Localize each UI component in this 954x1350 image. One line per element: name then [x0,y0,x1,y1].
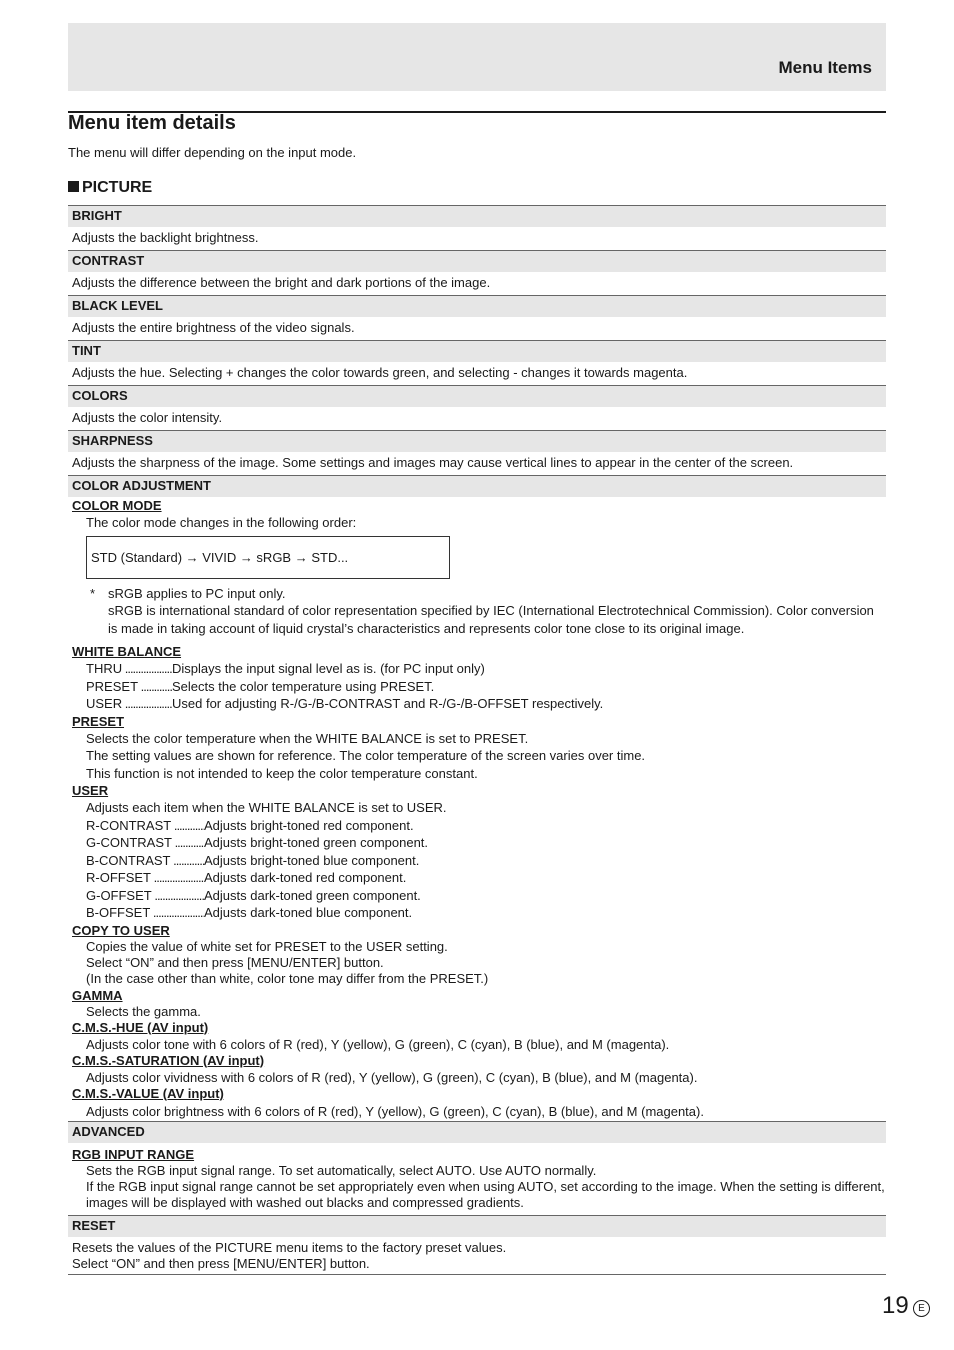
color-adjustment-body [68,497,886,1121]
cms-saturation-desc: Adjusts color vividness with 6 colors of R (red), Y (yellow), G (green), C (cyan), B (blue), and M (magenta). [86,1069,698,1085]
item-label: RESET [68,1216,886,1237]
definition-key: R-CONTRAST ..... [86,817,204,835]
item-desc: Adjusts the entire brightness of the video signals. [72,320,355,335]
language-badge: E [913,1300,930,1317]
item-desc: Adjusts the sharpness of the image. Some settings and images may cause vertical lines to appear in the center of the screen. [72,455,794,470]
definition-value: Adjusts bright-toned green component. [204,835,429,850]
copy-to-user-line: Select “ON” and then press [MENU/ENTER] button. [86,954,384,970]
definition-key: G-CONTRAST ..... [86,834,204,852]
cms-hue-desc: Adjusts color tone with 6 colors of R (red), Y (yellow), G (green), C (cyan), B (blue), and M (magenta). [86,1036,670,1052]
note-line: sRGB applies to PC input only. [108,585,286,601]
page-title: Menu item details [68,112,236,134]
cms-value-title: C.M.S.-VALUE (AV input) [72,1085,224,1101]
white-balance-title: WHITE BALANCE [72,644,182,659]
preset-line: The setting values are shown for reference. The color temperature of the screen varies over time. [86,748,646,763]
user-intro: Adjusts each item when the WHITE BALANCE is set to USER. [86,800,447,815]
definition-value: Used for adjusting R-/G-/B-CONTRAST and R-/G-/B-OFFSET respectively. [172,696,604,711]
user-title: USER [72,783,109,798]
item-color-adjustment [68,475,886,1121]
definition-key: G-OFFSET ..... [86,887,204,905]
srgb-note [86,585,886,638]
item-label: TINT [68,341,886,362]
reset-line: Resets the values of the PICTURE menu items to the factory preset values. [72,1239,507,1255]
header-section-title: Menu Items [778,58,872,77]
note-line: sRGB is international standard of color representation specified by IEC (International Electrotechnical Commission). Color conversion is made in taking account of liquid crystal’s characteristics and represents color tone close to its original image. [108,603,874,636]
white-balance-body [72,660,886,713]
rgb-input-range-title: RGB INPUT RANGE [72,1146,195,1162]
page-intro: The menu will differ depending on the input mode. [68,145,357,160]
item-label: COLORS [68,386,886,407]
definition-row [86,869,886,887]
item-black-level [68,295,886,340]
gamma-desc: Selects the gamma. [86,1003,201,1019]
preset-line: Selects the color temperature when the WHITE BALANCE is set to PRESET. [86,730,529,746]
definition-row [86,695,886,713]
item-contrast [68,250,886,295]
definition-value: Adjusts bright-toned red component. [204,817,414,833]
preset-title: PRESET [72,713,125,729]
note-asterisk: * [90,585,96,601]
section-heading [68,179,152,197]
reset-line: Select “ON” and then press [MENU/ENTER] button. [72,1255,370,1271]
copy-to-user-body [72,939,886,987]
cms-saturation-title: C.M.S.-SATURATION (AV input) [72,1052,265,1068]
definition-value: Displays the input signal level as is. (for PC input only) [172,661,485,676]
definition-value: Adjusts dark-toned blue component. [204,905,413,920]
copy-to-user-title: COPY TO USER [72,922,170,938]
item-sharpness [68,430,886,475]
item-bright [68,205,886,250]
color-mode-intro: The color mode changes in the following order: [86,515,357,530]
item-label: BLACK LEVEL [68,296,886,317]
definition-row [86,852,886,870]
definition-key: USER ..... [86,695,172,713]
color-mode-body [72,514,886,637]
item-reset [68,1215,886,1274]
item-label: CONTRAST [68,251,886,272]
page-number: 19 [882,1292,909,1319]
definition-key: B-CONTRAST ..... [86,852,204,870]
item-desc: Adjusts the difference between the bright and dark portions of the image. [72,275,491,290]
definition-value: Adjusts dark-toned red component. [204,870,407,885]
menu-table [68,205,886,1275]
advanced-body [68,1143,886,1211]
item-desc: Adjusts the hue. Selecting + changes the color towards green, and selecting - changes it towards magenta. [72,365,688,380]
item-desc: Adjusts the backlight brightness. [72,230,259,245]
rgb-input-range-line: If the RGB input signal range cannot be set appropriately even when using AUTO, set according to the image. When the setting is different, images will be displayed with washed out blacks and compressed gradients. [86,1178,885,1210]
item-colors [68,385,886,430]
item-tint [68,340,886,385]
color-mode-title: COLOR MODE [72,498,162,513]
reset-desc [68,1237,886,1274]
copy-to-user-line: (In the case other than white, color tone may differ from the PRESET.) [86,970,489,986]
header-band [68,23,886,91]
definition-row [86,660,886,678]
preset-line: This function is not intended to keep the color temperature constant. [86,765,478,781]
item-desc: Adjusts the color intensity. [72,410,223,425]
note-text [108,585,886,638]
definition-key: R-OFFSET ..... [86,869,204,887]
preset-body [72,730,886,783]
definition-key: PRESET ..... [86,678,172,696]
item-advanced [68,1121,886,1211]
user-body [72,799,886,922]
gamma-title: GAMMA [72,987,123,1003]
rgb-input-range-body [72,1163,886,1211]
color-mode-sequence-box: STD (Standard) → VIVID → sRGB → STD... [86,536,450,579]
definition-row [86,678,886,696]
cms-value-desc: Adjusts color brightness with 6 colors of R (red), Y (yellow), G (green), C (cyan), B (blue), and M (magenta). [86,1103,704,1119]
definition-value: Adjusts bright-toned blue component. [204,852,420,868]
section-heading-label: PICTURE [82,179,153,196]
cms-hue-title: C.M.S.-HUE (AV input) [72,1019,209,1035]
copy-to-user-line: Copies the value of white set for PRESET to the USER setting. [86,938,448,954]
definition-row [86,904,886,922]
table-bottom-rule [68,1274,886,1275]
definition-row [86,834,886,852]
item-label: SHARPNESS [68,431,886,452]
definition-row [86,817,886,835]
definition-value: Selects the color temperature using PRESET. [172,678,435,694]
definition-value: Adjusts dark-toned green component. [204,887,421,903]
item-label: COLOR ADJUSTMENT [68,476,886,497]
item-label: ADVANCED [68,1122,886,1143]
square-bullet-icon [68,181,79,192]
definition-key: B-OFFSET ..... [86,904,204,922]
rgb-input-range-line: Sets the RGB input signal range. To set automatically, select AUTO. Use AUTO normally. [86,1162,597,1178]
definition-key: THRU ..... [86,660,172,678]
definition-row [86,887,886,905]
item-label: BRIGHT [68,206,886,227]
